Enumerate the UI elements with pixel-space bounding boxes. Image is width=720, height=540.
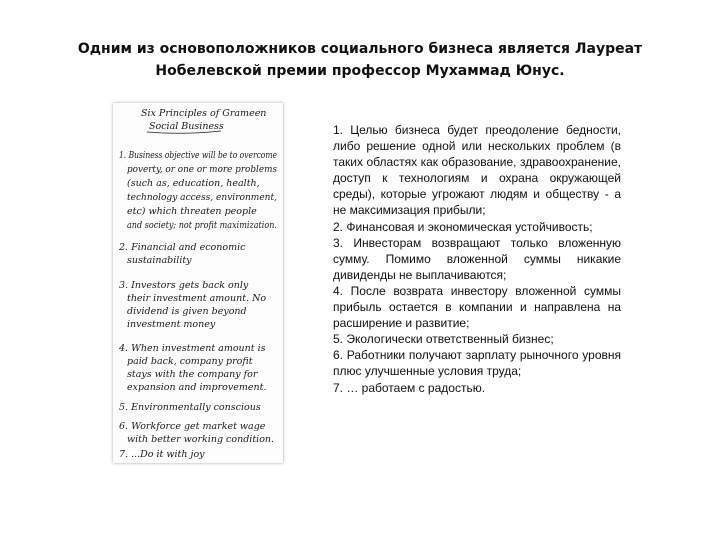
note-heading-1: Six Principles of Grameen (141, 108, 267, 119)
principle-item: 7. … работаем с радостью. (333, 380, 486, 395)
note-line: technology access, environment, (127, 192, 277, 203)
note-line: with better working condition. (127, 434, 275, 445)
note-line: and society; not profit maximization. (127, 220, 277, 231)
note-heading-2: Social Business (149, 121, 224, 132)
note-line: their investment amount. No (127, 293, 267, 304)
note-line: paid back, company profit (127, 356, 253, 367)
principle-item: 6. Работники получают зарплату рыночного уровня плюс улучшенные условия труда; (333, 348, 621, 379)
note-line: 3. Investors gets back only (119, 280, 249, 291)
principle-item: 1. Целью бизнеса будет преодоление бедности, либо решение одной или нескольких проблем (в таких областях как образование, здравоохранение, доступ к технологиям и охрана окружающей среды), которые угрожают людям и обществу - а не максимизация прибыли; (333, 123, 621, 218)
note-line: (such as, education, health, (127, 178, 260, 189)
note-line: investment money (127, 319, 216, 330)
slide-title-line-1: Одним из основоположников социального бизнеса является Лауреат (77, 41, 643, 57)
handwritten-note-image (113, 103, 283, 463)
principle-item: 4. После возврата инвестору вложенной суммы прибыль остается в компании и направлена на расширение и развитие; (333, 283, 621, 331)
principle-item: 5. Экологически ответственный бизнес; (333, 332, 554, 347)
note-line: sustainability (127, 255, 192, 266)
note-line: 2. Financial and economic (119, 242, 246, 253)
principle-item: 3. Инвесторам возвращают только вложенную сумму. Помимо вложенной суммы никакие дивиденды не выплачиваются; (333, 235, 621, 282)
handwritten-note-scan (113, 103, 283, 463)
note-line: 1. Business objective will be to overcome (119, 150, 278, 161)
note-line: 7. ...Do it with joy (119, 449, 205, 460)
principle-item: 2. Финансовая и экономическая устойчивость; (333, 219, 593, 234)
note-line: 5. Environmentally conscious (119, 402, 261, 413)
note-line: expansion and improvement. (127, 382, 267, 393)
slide-title (40, 38, 680, 82)
note-line: etc) which threaten people (127, 206, 257, 217)
note-line: 6. Workforce get market wage (119, 421, 266, 432)
note-line: stays with the company for (127, 369, 258, 380)
slide-title-line-2: Нобелевской премии профессор Мухаммад Юнус. (155, 63, 565, 79)
note-line: 4. When investment amount is (119, 343, 266, 354)
note-line: poverty, or one or more problems (127, 164, 278, 175)
principles-list (333, 122, 621, 396)
note-line: dividend is given beyond (127, 306, 247, 317)
